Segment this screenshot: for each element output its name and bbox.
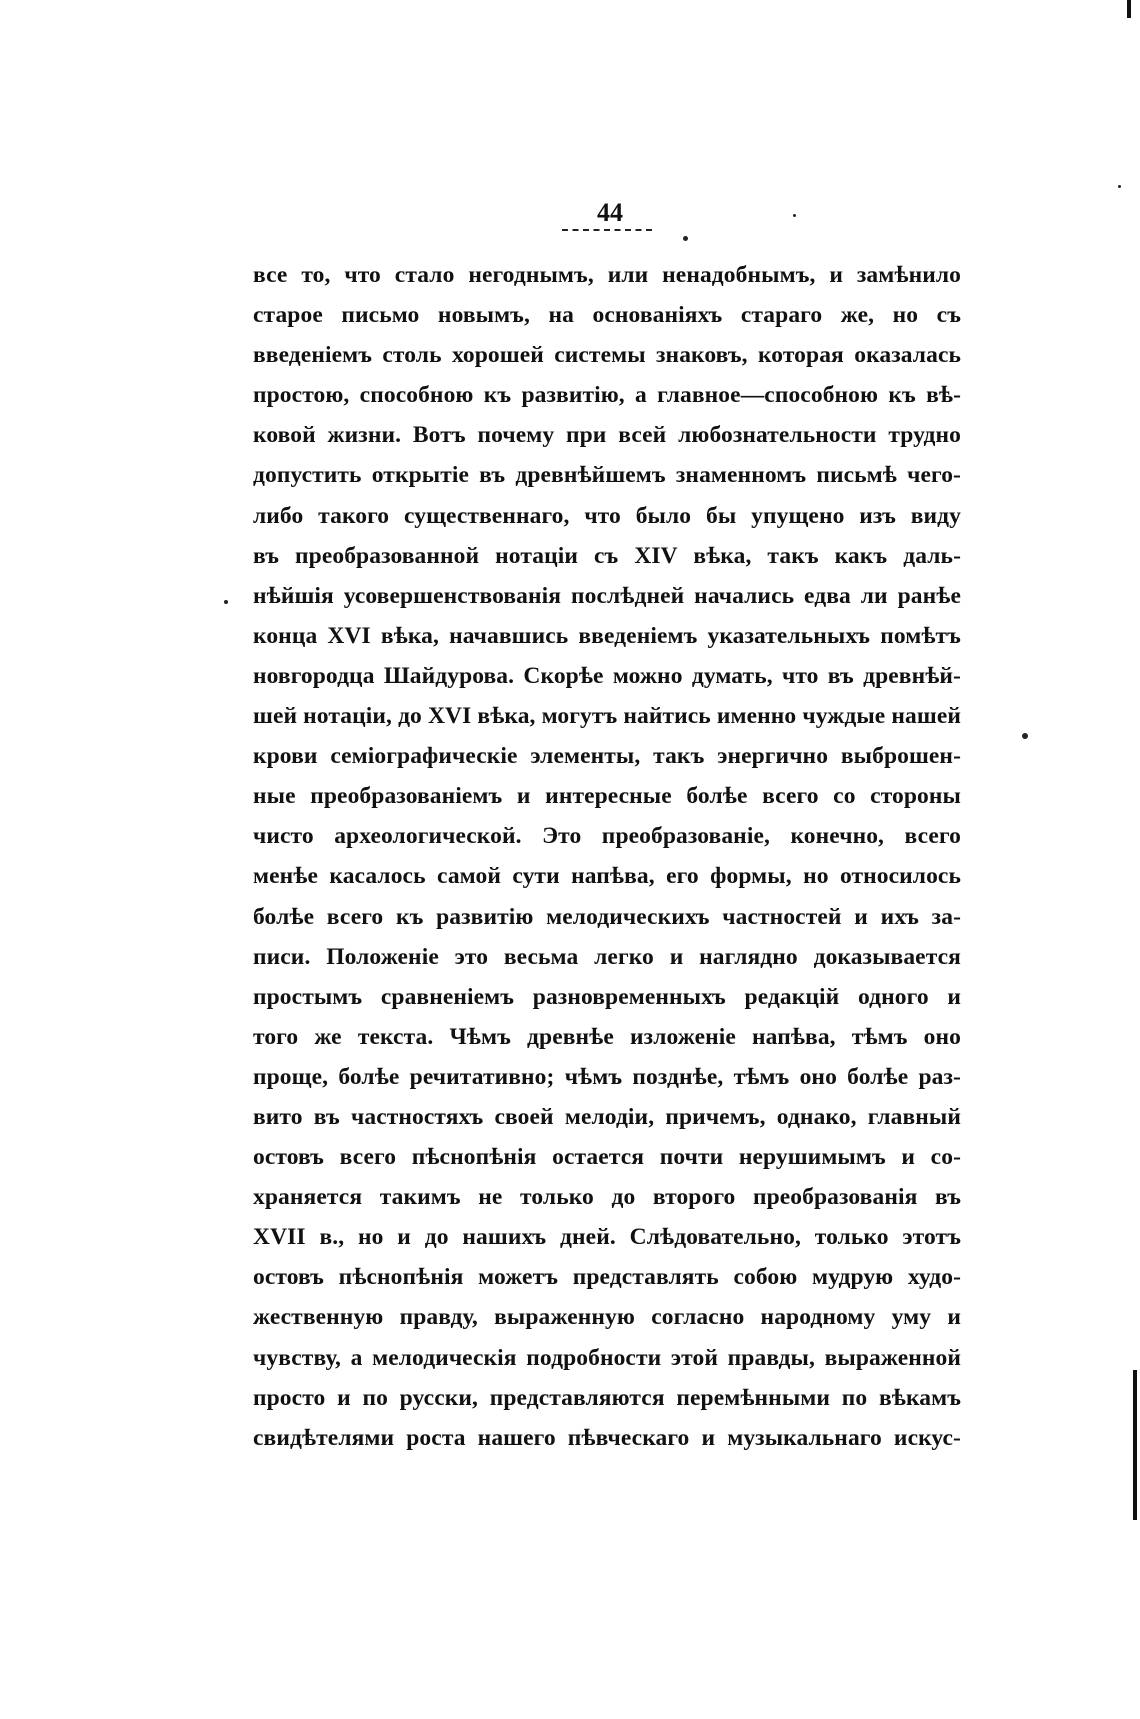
text-line: либо такого существеннаго, что было бы упущено изъ виду [253, 502, 961, 529]
text-line: писи. Положеніе это весьма легко и наглядно доказывается [253, 943, 961, 970]
margin-edge-mark [1133, 1370, 1137, 1520]
ink-speck [793, 214, 796, 217]
text-line: допустить открытіе въ древнѣйшемъ знаменномъ письмѣ чего- [253, 462, 961, 489]
header-rule [562, 229, 652, 231]
text-line: ные преобразованіемъ и интересные болѣе всего со стороны [253, 783, 961, 810]
text-line: вито въ частностяхъ своей мелодіи, причемъ, однако, главный [253, 1103, 961, 1130]
ink-speck [683, 236, 688, 241]
text-line: XVII в., но и до нашихъ дней. Слѣдовательно, только этотъ [253, 1224, 961, 1251]
text-line: остовъ всего пѣснопѣнія остается почти нерушимымъ и со- [253, 1144, 961, 1171]
text-line: нѣйшія усовершенствованія послѣдней начались едва ли ранѣе [253, 582, 961, 609]
text-line: остовъ пѣснопѣнія можетъ представлять собою мудрую худо- [253, 1264, 961, 1291]
text-line: простою, способною къ развитію, а главное—способною къ вѣ- [253, 382, 961, 409]
margin-edge-mark [1127, 0, 1131, 18]
text-line: крови семіографическіе элементы, такъ энергично выброшен- [253, 743, 961, 770]
text-line: старое письмо новымъ, на основаніяхъ стараго же, но съ [253, 302, 961, 329]
text-line: въ преобразованной нотаціи съ XIV вѣка, такъ какъ даль- [253, 542, 961, 569]
text-line: простымъ сравненіемъ разновременныхъ редакцій одного и [253, 983, 961, 1010]
text-line: жественную правду, выраженную согласно народному уму и [253, 1304, 961, 1331]
text-line: конца XVI вѣка, начавшись введеніемъ указательныхъ помѣтъ [253, 622, 961, 649]
text-line: проще, болѣе речитативно; чѣмъ позднѣе, тѣмъ оно болѣе раз- [253, 1063, 961, 1090]
text-line: чисто археологической. Это преобразованіе, конечно, всего [253, 823, 961, 850]
text-line: болѣе всего къ развитію мелодическихъ частностей и ихъ за- [253, 903, 961, 930]
ink-speck [224, 600, 228, 604]
text-line: все то, что стало негоднымъ, или ненадобнымъ, и замѣнило [253, 262, 961, 288]
page-number: 44 [597, 198, 623, 227]
text-line: храняется такимъ не только до второго преобразованія въ [253, 1184, 961, 1211]
text-line: шей нотаціи, до XVI вѣка, могутъ найтись именно чуждые нашей [253, 703, 961, 730]
body-text [253, 255, 961, 1458]
text-line: того же текста. Чѣмъ древнѣе изложеніе напѣва, тѣмъ оно [253, 1023, 961, 1050]
text-line: свидѣтелями роста нашего пѣвческаго и музыкальнаго искус- [253, 1424, 961, 1451]
text-line: новгородца Шайдурова. Скорѣе можно думать, что въ древнѣй- [253, 662, 961, 689]
text-line: ковой жизни. Вотъ почему при всей любознательности трудно [253, 422, 961, 449]
ink-speck [1118, 185, 1121, 188]
text-line: менѣе касалось самой сути напѣва, его формы, но относилось [253, 863, 961, 890]
text-line: просто и по русски, представляются перемѣнными по вѣкамъ [253, 1384, 961, 1411]
text-line: чувству, а мелодическія подробности этой правды, выраженной [253, 1344, 961, 1371]
ink-speck [1022, 733, 1028, 739]
text-line: введеніемъ столь хорошей системы знаковъ, которая оказалась [253, 342, 961, 369]
